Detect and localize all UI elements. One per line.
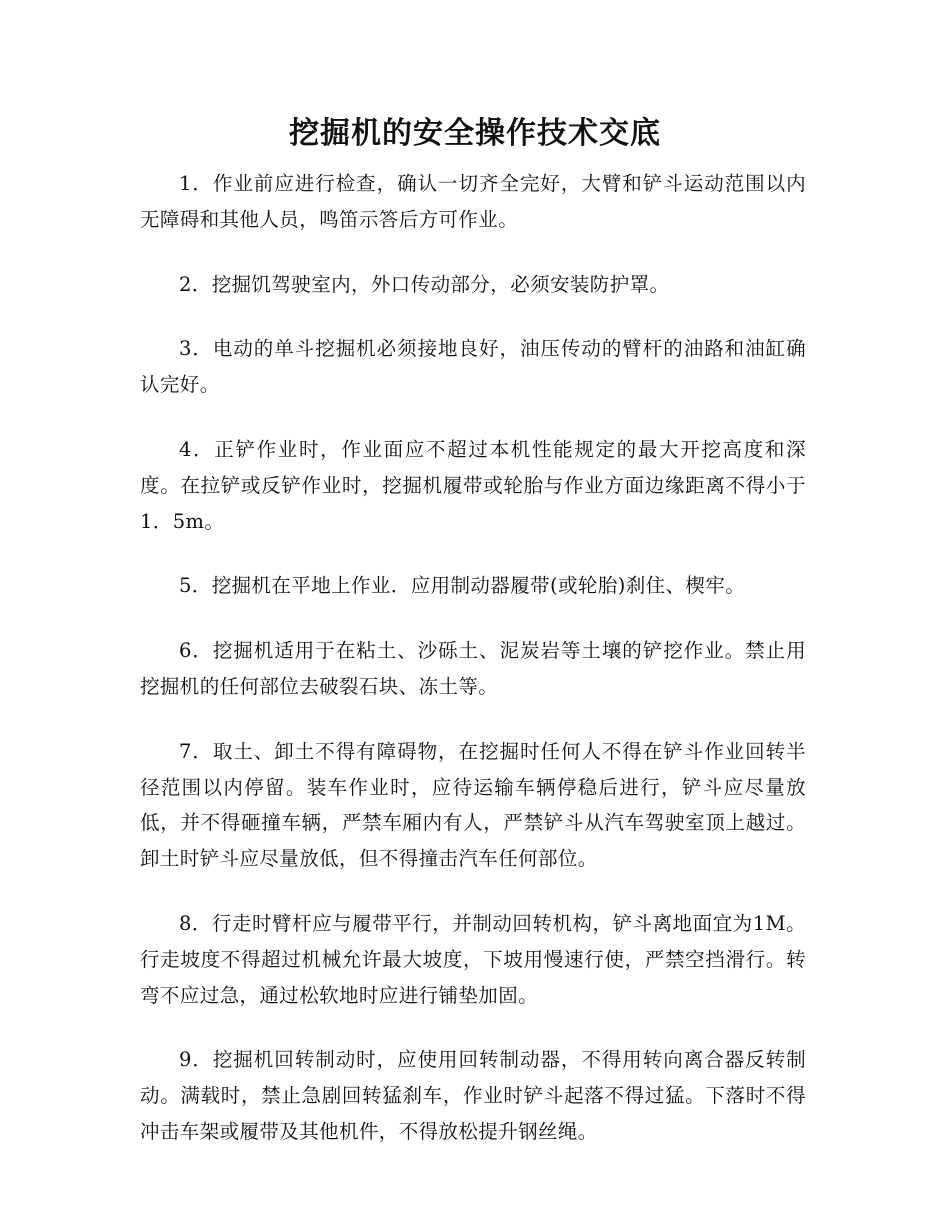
paragraph-4: 4．正铲作业时，作业面应不超过本机性能规定的最大开挖高度和深度。在拉铲或反铲作业时，挖掘机履带或轮胎与作业方面边缘距离不得小于1．5m。 [140, 437, 806, 533]
paragraph-8: 8．行走时臂杆应与履带平行，并制动回转机构，铲斗离地面宜为1M。行走坡度不得超过机械允许最大坡度，下坡用慢速行使，严禁空挡滑行。转弯不应过急，通过松软地时应进行铺垫加固。 [140, 911, 806, 1007]
document-body [140, 166, 806, 1179]
paragraph-9: 9．挖掘机回转制动时，应使用回转制动器，不得用转向离合器反转制动。满载时，禁止急剧回转猛刹车，作业时铲斗起落不得过猛。下落时不得冲击车架或履带及其他机件，不得放松提升钢丝绳。 [140, 1048, 806, 1143]
paragraph-3: 3．电动的单斗挖掘机必须接地良好，油压传动的臂杆的油路和油缸确认完好。 [140, 337, 806, 397]
paragraph-2: 2．挖掘饥驾驶室内，外口传动部分，必须安装防护罩。 [179, 272, 670, 296]
paragraph-5: 5．挖掘机在平地上作业．应用制动器履带(或轮胎)刹住、楔牢。 [179, 574, 746, 598]
paragraph-1: 1．作业前应进行检查，确认一切齐全完好，大臂和铲斗运动范围以内无障碍和其他人员，鸣笛示答后方可作业。 [140, 172, 806, 231]
document-title: 挖掘机的安全操作技术交底 [289, 116, 661, 151]
paragraph-6: 6．挖掘机适用于在粘土、沙砾土、泥炭岩等土壤的铲挖作业。禁止用挖掘机的任何部位去破裂石块、冻土等。 [140, 639, 806, 698]
paragraph-7: 7．取土、卸土不得有障碍物，在挖掘时任何人不得在铲斗作业回转半径范围以内停留。装车作业时，应待运输车辆停稳后进行，铲斗应尽量放低，并不得砸撞车辆，严禁车厢内有人，严禁铲斗从汽车驾驶室顶上越过。卸土时铲斗应尽量放低，但不得撞击汽车任何部位。 [140, 739, 806, 871]
